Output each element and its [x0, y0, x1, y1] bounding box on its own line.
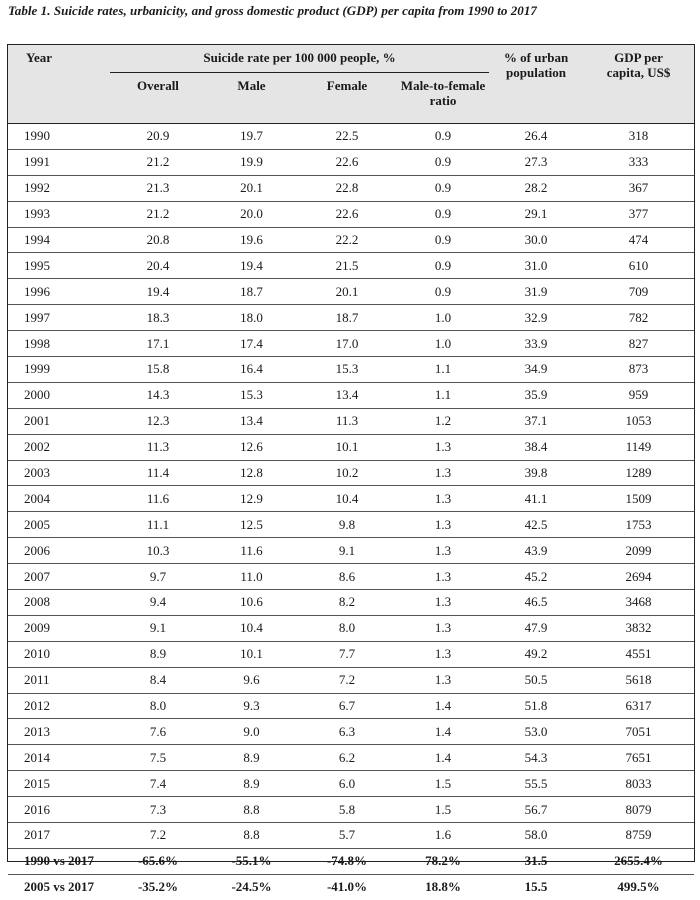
- cell-year: 2012: [8, 693, 110, 719]
- cell-ratio: 1.3: [397, 460, 489, 486]
- cell-overall: 8.9: [110, 641, 206, 667]
- cell-gdp: 959: [583, 382, 694, 408]
- table-row: [8, 201, 694, 227]
- cell-male: 12.9: [206, 486, 297, 512]
- cell-gdp: 1509: [583, 486, 694, 512]
- cell-female: 9.1: [297, 538, 397, 564]
- cell-male: 19.6: [206, 227, 297, 253]
- cell-male: 20.0: [206, 201, 297, 227]
- cell-overall: 7.5: [110, 745, 206, 771]
- cell-male: 13.4: [206, 408, 297, 434]
- cell-year: 1993: [8, 201, 110, 227]
- cell-overall: 11.3: [110, 434, 206, 460]
- header-gdp-line2: capita, US$: [606, 65, 671, 80]
- cell-gdp: 1053: [583, 408, 694, 434]
- table-row: [8, 305, 694, 331]
- table-header: [8, 45, 694, 124]
- cell-urban: 28.2: [489, 175, 583, 201]
- cell-ratio: 1.4: [397, 693, 489, 719]
- cell-overall: 7.2: [110, 823, 206, 849]
- cell-overall: 11.4: [110, 460, 206, 486]
- header-female: Female: [297, 73, 397, 124]
- cell-overall: 7.6: [110, 719, 206, 745]
- cell-gdp: 610: [583, 253, 694, 279]
- table-row: [8, 149, 694, 175]
- data-table: [8, 45, 694, 900]
- cell-ratio: 1.4: [397, 719, 489, 745]
- cell-female: 22.8: [297, 175, 397, 201]
- cell-overall: 9.1: [110, 615, 206, 641]
- cell-year: 2001: [8, 408, 110, 434]
- cell-overall: 19.4: [110, 279, 206, 305]
- header-urban-line1: % of urban: [503, 50, 569, 65]
- cell-male: 17.4: [206, 331, 297, 357]
- cell-ratio: 1.3: [397, 564, 489, 590]
- cell-year: 1990 vs 2017: [8, 848, 110, 874]
- cell-overall: -65.6%: [110, 848, 206, 874]
- cell-ratio: 1.5: [397, 771, 489, 797]
- cell-urban: 39.8: [489, 460, 583, 486]
- cell-ratio: 1.4: [397, 745, 489, 771]
- cell-urban: 58.0: [489, 823, 583, 849]
- cell-ratio: 0.9: [397, 279, 489, 305]
- cell-male: 19.4: [206, 253, 297, 279]
- cell-year: 1991: [8, 149, 110, 175]
- table-row: [8, 667, 694, 693]
- cell-overall: 7.3: [110, 797, 206, 823]
- table-row: [8, 253, 694, 279]
- cell-overall: 14.3: [110, 382, 206, 408]
- table-row: [8, 279, 694, 305]
- table-row: [8, 641, 694, 667]
- cell-year: 2017: [8, 823, 110, 849]
- cell-ratio: 1.3: [397, 641, 489, 667]
- cell-gdp: 7651: [583, 745, 694, 771]
- cell-female: 7.2: [297, 667, 397, 693]
- cell-female: 13.4: [297, 382, 397, 408]
- cell-female: 17.0: [297, 331, 397, 357]
- table-row: [8, 693, 694, 719]
- cell-urban: 15.5: [524, 879, 548, 895]
- cell-female: 18.7: [297, 305, 397, 331]
- cell-overall: 9.4: [110, 590, 206, 616]
- cell-ratio: 1.0: [397, 305, 489, 331]
- cell-year: 2008: [8, 590, 110, 616]
- table-row: [8, 538, 694, 564]
- cell-female: 8.6: [297, 564, 397, 590]
- cell-ratio: 1.3: [397, 538, 489, 564]
- header-urban-line2: population: [506, 65, 567, 80]
- cell-male: 12.5: [206, 512, 297, 538]
- cell-ratio: 18.8%: [425, 879, 461, 895]
- cell-urban: 38.4: [489, 434, 583, 460]
- cell-year: 2006: [8, 538, 110, 564]
- cell-year: 2015: [8, 771, 110, 797]
- cell-urban: 42.5: [489, 512, 583, 538]
- table-row: [8, 590, 694, 616]
- cell-male: 8.9: [206, 771, 297, 797]
- cell-male: 20.1: [206, 175, 297, 201]
- header-overall: Overall: [110, 73, 206, 124]
- cell-female: 10.2: [297, 460, 397, 486]
- cell-female: 8.2: [297, 590, 397, 616]
- cell-male: 19.7: [206, 124, 297, 150]
- cell-gdp: 827: [583, 331, 694, 357]
- cell-urban: 55.5: [489, 771, 583, 797]
- cell-female: 10.4: [297, 486, 397, 512]
- cell-urban: 49.2: [489, 641, 583, 667]
- cell-year: 2005: [8, 512, 110, 538]
- cell-year: 2013: [8, 719, 110, 745]
- cell-year: 1994: [8, 227, 110, 253]
- table-row: [8, 512, 694, 538]
- table-row: [8, 434, 694, 460]
- cell-gdp: 318: [583, 124, 694, 150]
- table-row: [8, 797, 694, 823]
- cell-year: 2011: [8, 667, 110, 693]
- cell-urban: 32.9: [489, 305, 583, 331]
- cell-gdp: 2694: [583, 564, 694, 590]
- cell-urban: 33.9: [489, 331, 583, 357]
- cell-ratio: 1.3: [397, 667, 489, 693]
- cell-ratio: 1.6: [397, 823, 489, 849]
- cell-gdp: 3468: [583, 590, 694, 616]
- table-row: [8, 486, 694, 512]
- cell-gdp: 1753: [583, 512, 694, 538]
- cell-male: 10.1: [206, 641, 297, 667]
- cell-gdp: 333: [583, 149, 694, 175]
- cell-urban: 51.8: [489, 693, 583, 719]
- header-ratio: [397, 73, 489, 124]
- cell-ratio: 0.9: [397, 124, 489, 150]
- cell-urban: 27.3: [489, 149, 583, 175]
- cell-gdp: 499.5%: [617, 879, 660, 895]
- cell-year: 2016: [8, 797, 110, 823]
- cell-male: 9.0: [206, 719, 297, 745]
- cell-overall: 20.8: [110, 227, 206, 253]
- cell-male: -24.5%: [231, 879, 272, 895]
- table-row: [8, 124, 694, 150]
- cell-female: 20.1: [297, 279, 397, 305]
- header-male: Male: [206, 73, 297, 124]
- cell-ratio: 1.1: [397, 357, 489, 383]
- cell-ratio: 0.9: [397, 201, 489, 227]
- cell-urban: 45.2: [489, 564, 583, 590]
- table-row: [8, 745, 694, 771]
- cell-ratio: 0.9: [397, 227, 489, 253]
- cell-male: 8.8: [206, 797, 297, 823]
- cell-male: 15.3: [206, 382, 297, 408]
- cell-overall: -35.2%: [137, 879, 179, 895]
- cell-urban: 50.5: [489, 667, 583, 693]
- table-body: [8, 124, 694, 900]
- cell-gdp: 1289: [583, 460, 694, 486]
- cell-female: 6.2: [297, 745, 397, 771]
- cell-male: 9.3: [206, 693, 297, 719]
- cell-year: 1990: [8, 124, 110, 150]
- cell-gdp: 873: [583, 357, 694, 383]
- cell-female: 22.6: [297, 201, 397, 227]
- cell-ratio: 1.3: [397, 590, 489, 616]
- cell-gdp: 4551: [583, 641, 694, 667]
- cell-male: 12.6: [206, 434, 297, 460]
- cell-urban: 35.9: [489, 382, 583, 408]
- cell-female: 10.1: [297, 434, 397, 460]
- cell-female: 22.6: [297, 149, 397, 175]
- cell-urban: 56.7: [489, 797, 583, 823]
- cell-ratio: 1.0: [397, 331, 489, 357]
- cell-gdp: 1149: [583, 434, 694, 460]
- table-row: [8, 771, 694, 797]
- cell-overall: 12.3: [110, 408, 206, 434]
- cell-female: -41.0%: [326, 879, 368, 895]
- cell-gdp: 6317: [583, 693, 694, 719]
- cell-overall: 8.4: [110, 667, 206, 693]
- cell-gdp: 474: [583, 227, 694, 253]
- cell-year: 2005 vs 2017: [24, 879, 95, 895]
- cell-urban: 34.9: [489, 357, 583, 383]
- cell-year: 1998: [8, 331, 110, 357]
- cell-urban: 54.3: [489, 745, 583, 771]
- cell-gdp: 8079: [583, 797, 694, 823]
- cell-year: 1996: [8, 279, 110, 305]
- cell-female: -74.8%: [297, 848, 397, 874]
- cell-urban: 31.9: [489, 279, 583, 305]
- cell-overall: 11.6: [110, 486, 206, 512]
- cell-urban: 26.4: [489, 124, 583, 150]
- summary-row: [8, 848, 694, 874]
- table-row: [8, 357, 694, 383]
- cell-overall: 18.3: [110, 305, 206, 331]
- cell-female: 6.7: [297, 693, 397, 719]
- header-year: Year: [8, 45, 110, 124]
- summary-row: [8, 874, 694, 899]
- cell-female: 5.8: [297, 797, 397, 823]
- cell-gdp: 782: [583, 305, 694, 331]
- cell-female: 22.5: [297, 124, 397, 150]
- cell-ratio: 1.3: [397, 486, 489, 512]
- cell-year: 1997: [8, 305, 110, 331]
- cell-year: 1992: [8, 175, 110, 201]
- cell-male: 9.6: [206, 667, 297, 693]
- cell-urban: 37.1: [489, 408, 583, 434]
- cell-urban: 31.0: [489, 253, 583, 279]
- cell-male: 11.6: [206, 538, 297, 564]
- cell-gdp: 5618: [583, 667, 694, 693]
- cell-urban: 43.9: [489, 538, 583, 564]
- cell-female: 7.7: [297, 641, 397, 667]
- cell-year: 2004: [8, 486, 110, 512]
- cell-urban: 46.5: [489, 590, 583, 616]
- cell-urban: 53.0: [489, 719, 583, 745]
- header-urban-population: [489, 45, 583, 124]
- cell-male: 10.6: [206, 590, 297, 616]
- cell-year: 2002: [8, 434, 110, 460]
- cell-ratio: 0.9: [397, 149, 489, 175]
- cell-gdp: 8759: [583, 823, 694, 849]
- cell-female: 5.7: [297, 823, 397, 849]
- cell-female: 6.0: [297, 771, 397, 797]
- cell-overall: 8.0: [110, 693, 206, 719]
- cell-gdp: 367: [583, 175, 694, 201]
- cell-male: 8.8: [206, 823, 297, 849]
- header-gdp-per-capita: [583, 45, 694, 124]
- cell-gdp: 709: [583, 279, 694, 305]
- cell-female: 8.0: [297, 615, 397, 641]
- table-row: [8, 175, 694, 201]
- cell-ratio: 1.3: [397, 512, 489, 538]
- cell-female: 21.5: [297, 253, 397, 279]
- cell-urban: 30.0: [489, 227, 583, 253]
- cell-year: 2009: [8, 615, 110, 641]
- header-gdp-line1: GDP per: [614, 50, 663, 65]
- cell-gdp: 8033: [583, 771, 694, 797]
- table-row: [8, 823, 694, 849]
- cell-ratio: 0.9: [397, 253, 489, 279]
- cell-overall: 7.4: [110, 771, 206, 797]
- cell-ratio: 1.3: [397, 434, 489, 460]
- table-row: [8, 615, 694, 641]
- cell-male: 18.7: [206, 279, 297, 305]
- cell-female: 6.3: [297, 719, 397, 745]
- cell-urban: 29.1: [489, 201, 583, 227]
- table-row: [8, 460, 694, 486]
- data-table-frame: [7, 44, 695, 895]
- header-ratio-line1: Male-to-female: [400, 78, 486, 93]
- cell-ratio: 1.5: [397, 797, 489, 823]
- cell-male: 10.4: [206, 615, 297, 641]
- cell-gdp: 7051: [583, 719, 694, 745]
- table-row: [8, 719, 694, 745]
- cell-male: -55.1%: [206, 848, 297, 874]
- cell-gdp: 2099: [583, 538, 694, 564]
- cell-male: 11.0: [206, 564, 297, 590]
- cell-ratio: 78.2%: [397, 848, 489, 874]
- cell-overall: 21.2: [110, 201, 206, 227]
- cell-overall: 20.9: [110, 124, 206, 150]
- cell-urban: 31.5: [489, 848, 583, 874]
- cell-year: 1999: [8, 357, 110, 383]
- table-row: [8, 382, 694, 408]
- cell-overall: 20.4: [110, 253, 206, 279]
- cell-male: 16.4: [206, 357, 297, 383]
- cell-overall: 15.8: [110, 357, 206, 383]
- cell-male: 8.9: [206, 745, 297, 771]
- table-row: [8, 408, 694, 434]
- cell-year: 2014: [8, 745, 110, 771]
- cell-male: 19.9: [206, 149, 297, 175]
- cell-year: 2003: [8, 460, 110, 486]
- cell-urban: 41.1: [489, 486, 583, 512]
- cell-year: 2010: [8, 641, 110, 667]
- cell-overall: 21.3: [110, 175, 206, 201]
- cell-ratio: 1.2: [397, 408, 489, 434]
- table-caption: Table 1. Suicide rates, urbanicity, and gross domestic product (GDP) per capita from 1990 to 2017: [8, 3, 537, 18]
- table-row: [8, 227, 694, 253]
- cell-female: 9.8: [297, 512, 397, 538]
- cell-urban: 47.9: [489, 615, 583, 641]
- cell-overall: 9.7: [110, 564, 206, 590]
- cell-year: 1995: [8, 253, 110, 279]
- cell-overall: 10.3: [110, 538, 206, 564]
- cell-ratio: 1.1: [397, 382, 489, 408]
- cell-female: 15.3: [297, 357, 397, 383]
- cell-gdp: 3832: [583, 615, 694, 641]
- cell-overall: 11.1: [110, 512, 206, 538]
- cell-overall: 21.2: [110, 149, 206, 175]
- cell-gdp: 377: [583, 201, 694, 227]
- table-row: [8, 331, 694, 357]
- cell-overall: 17.1: [110, 331, 206, 357]
- cell-year: 2007: [8, 564, 110, 590]
- cell-female: 22.2: [297, 227, 397, 253]
- header-ratio-line2: ratio: [429, 93, 457, 108]
- cell-gdp: 2655.4%: [583, 848, 694, 874]
- table-row: [8, 564, 694, 590]
- cell-male: 18.0: [206, 305, 297, 331]
- cell-female: 11.3: [297, 408, 397, 434]
- cell-year: 2000: [8, 382, 110, 408]
- cell-ratio: 1.3: [397, 615, 489, 641]
- cell-ratio: 0.9: [397, 175, 489, 201]
- header-suicide-rate-group: Suicide rate per 100 000 people, %: [110, 45, 489, 73]
- cell-male: 12.8: [206, 460, 297, 486]
